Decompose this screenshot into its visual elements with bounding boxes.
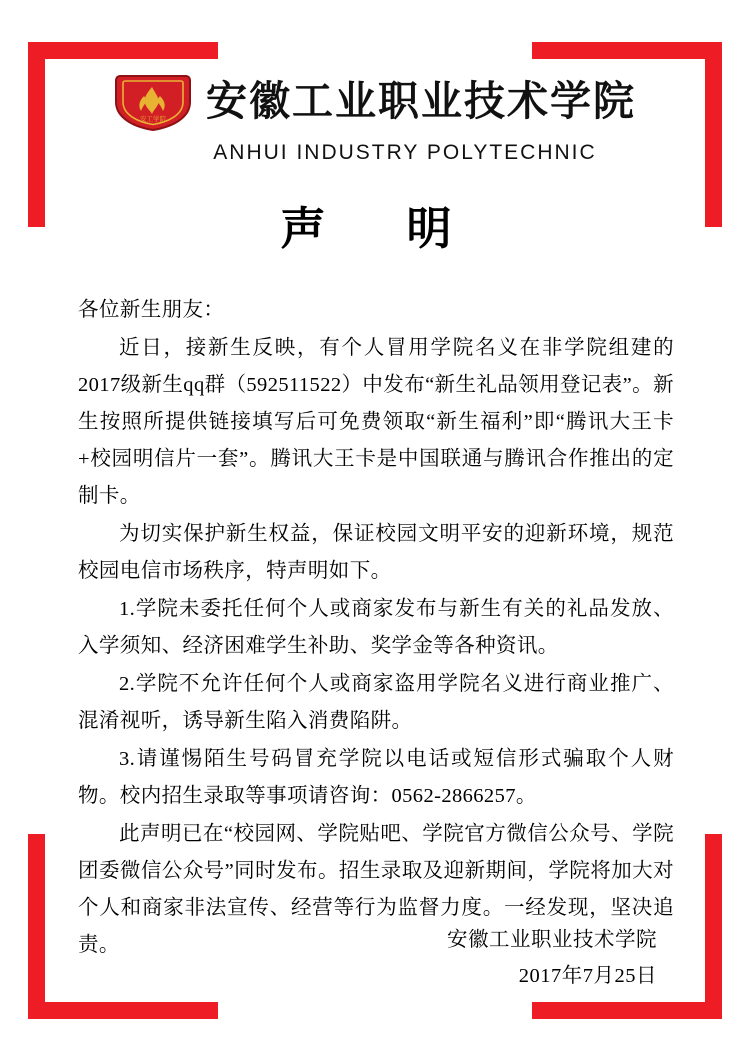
school-logo-icon (114, 72, 192, 132)
school-name-chinese: 安徽工业职业技术学院 (206, 78, 636, 125)
school-name-english: ANHUI INDUSTRY POLYTECHNIC (213, 141, 597, 164)
signature-date: 2017年7月25日 (518, 965, 657, 987)
salutation: 各位新生朋友： (78, 299, 225, 321)
frame-bar-top-left-horizontal (28, 42, 218, 59)
header-row (114, 72, 636, 132)
paragraph-4: 2.学院不允许任何个人或商家盗用学院名义进行商业推广、混淆视听，诱导新生陷入消费陷阱。 (78, 673, 674, 732)
signature-organization: 安徽工业职业技术学院 (447, 929, 657, 951)
frame-bar-bottom-left-horizontal (28, 1002, 218, 1019)
paragraph-2: 为切实保护新生权益，保证校园文明平安的迎新环境，规范校园电信市场秩序，特声明如下。 (78, 523, 674, 582)
paragraph-1: 近日，接新生反映，有个人冒用学院名义在非学院组建的2017级新生qq群（592511522）中发布“新生礼品领用登记表”。新生按照所提供链接填写后可免费领取“新生福利”即“腾讯大王卡+校园明信片一套”。腾讯大王卡是中国联通与腾讯合作推出的定制卡。 (78, 337, 674, 507)
frame-bar-top-right-horizontal (532, 42, 722, 59)
paragraph-5: 3.请谨惕陌生号码冒充学院以电话或短信形式骗取个人财物。校内招生录取等事项请咨询：0562-2866257。 (78, 748, 674, 807)
page-title: 声 明 (280, 204, 470, 254)
signature-block (0, 922, 750, 994)
paragraph-3: 1.学院未委托任何个人或商家发布与新生有关的礼品发放、入学须知、经济困难学生补助、奖学金等各种资讯。 (78, 598, 674, 657)
paragraph-6: 此声明已在“校园网、学院贴吧、学院官方微信公众号、学院团委微信公众号”同时发布。招生录取及迎新期间，学院将加大对个人和商家非法宣传、经营等行为监督力度。一经发现，坚决追责。 (78, 823, 674, 956)
svg-text:安工学院: 安工学院 (140, 116, 166, 123)
document-header (0, 72, 750, 165)
document-body (78, 292, 674, 965)
frame-bar-bottom-right-horizontal (532, 1002, 722, 1019)
